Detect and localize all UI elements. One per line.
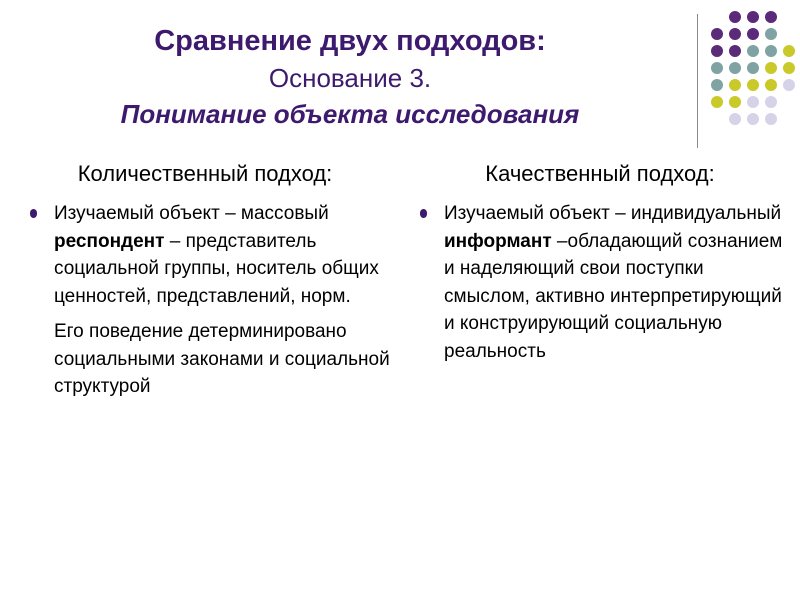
qualitative-heading: Качественный подход: bbox=[485, 161, 715, 186]
quantitative-extra-text: Его поведение детерминировано социальными законами и социальной структурой bbox=[54, 321, 390, 397]
dot-icon bbox=[765, 28, 777, 40]
dot-icon bbox=[729, 113, 741, 125]
title-subject: Понимание объекта исследования bbox=[120, 99, 580, 129]
dot-icon bbox=[729, 62, 741, 74]
dot-icon bbox=[765, 45, 777, 57]
dot-icon bbox=[747, 96, 759, 108]
quantitative-text-post: – представитель социальной группы, носитель общих ценностей, представлений, норм. bbox=[54, 230, 379, 307]
title-main: Сравнение двух подходов: bbox=[154, 25, 546, 57]
dot-icon bbox=[729, 11, 741, 23]
dot-icon bbox=[747, 11, 759, 23]
qualitative-text-post: –обладающий сознанием и наделяющий свои поступки смыслом, активно интерпретирующий и конструирующий социальную реальность bbox=[444, 230, 783, 362]
dot-icon bbox=[765, 113, 777, 125]
quantitative-bullet bbox=[20, 200, 390, 310]
dot-icon bbox=[765, 62, 777, 74]
qualitative-column bbox=[410, 160, 790, 365]
respondent-term: респондент bbox=[54, 230, 165, 252]
dot-icon bbox=[747, 62, 759, 74]
informant-term: информант bbox=[444, 230, 552, 252]
dot-icon bbox=[783, 45, 795, 57]
qualitative-bullet bbox=[410, 200, 790, 365]
dot-icon bbox=[747, 45, 759, 57]
decorative-dot-grid bbox=[707, 11, 795, 131]
dot-icon bbox=[729, 96, 741, 108]
dot-icon bbox=[783, 79, 795, 91]
dot-icon bbox=[711, 79, 723, 91]
slide-title bbox=[40, 22, 660, 132]
dot-icon bbox=[783, 62, 795, 74]
dot-icon bbox=[765, 79, 777, 91]
title-basis: Основание 3. bbox=[268, 63, 432, 93]
dot-icon bbox=[747, 79, 759, 91]
quantitative-column bbox=[20, 160, 390, 401]
dot-icon bbox=[711, 28, 723, 40]
dot-icon bbox=[711, 45, 723, 57]
dot-icon bbox=[729, 28, 741, 40]
dot-icon bbox=[729, 45, 741, 57]
bullet-icon bbox=[420, 209, 427, 218]
bullet-icon bbox=[30, 209, 37, 218]
dot-icon bbox=[711, 96, 723, 108]
decorative-divider bbox=[697, 14, 698, 148]
dot-icon bbox=[765, 11, 777, 23]
qualitative-text-pre: Изучаемый объект – индивидуальный bbox=[444, 203, 782, 224]
dot-icon bbox=[765, 96, 777, 108]
dot-icon bbox=[711, 62, 723, 74]
dot-icon bbox=[729, 79, 741, 91]
dot-icon bbox=[747, 28, 759, 40]
dot-icon bbox=[747, 113, 759, 125]
quantitative-heading: Количественный подход: bbox=[77, 161, 333, 186]
quantitative-text-pre: Изучаемый объект – массовый bbox=[54, 203, 329, 224]
